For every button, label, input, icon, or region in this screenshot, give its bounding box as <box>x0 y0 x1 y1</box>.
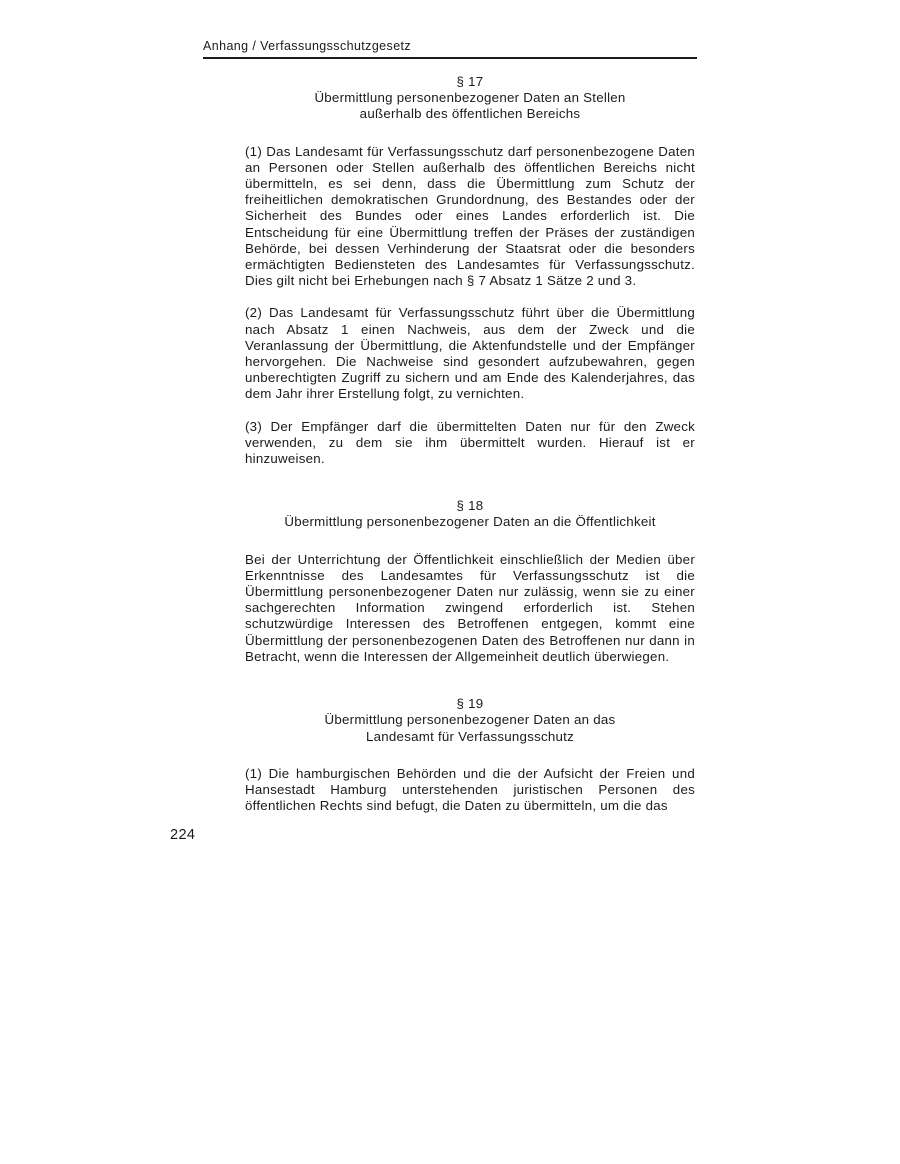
paragraph: Bei der Unterrichtung der Öffentlichkeit einschließlich der Medien über Erkenntnisse des Landesamtes für Verfassungsschutz ist die Übermittlung personenbezogener Daten nur zulässig, wenn sie zu einer sachgerechten Information zwingend erforderlich ist. Stehen schutzwürdige Interessen des Betroffenen entgegen, kommt eine Übermittlung der personenbezogenen Daten des Betroffenen nur dann in Betracht, wenn die Interessen der Allgemeinheit deutlich überwiegen. <box>245 551 695 664</box>
paragraph: (3) Der Empfänger darf die übermittelten Daten nur für den Zweck verwenden, zu dem sie ihm übermittelt wurden. Hierauf ist er hinzuweisen. <box>245 418 695 467</box>
section-title-line: Übermittlung personenbezogener Daten an das <box>324 712 616 728</box>
section-title-line: Übermittlung personenbezogener Daten an die Öffentlichkeit <box>284 514 656 530</box>
running-header: Anhang / Verfassungsschutzgesetz <box>203 39 412 53</box>
section-title-line: außerhalb des öffentlichen Bereichs <box>359 106 581 122</box>
section-heading <box>245 696 695 745</box>
section-title-line: Übermittlung personenbezogener Daten an Stellen <box>314 90 626 106</box>
section-number: § 19 <box>456 696 484 712</box>
section-heading <box>245 74 695 123</box>
header-rule <box>203 57 697 59</box>
section-number: § 18 <box>456 498 484 514</box>
section-heading <box>245 498 695 530</box>
section-19 <box>245 696 695 814</box>
paragraph: (1) Die hamburgischen Behörden und die der Aufsicht der Freien und Hansestadt Hamburg unterstehenden juristischen Personen des öffentlichen Rechts sind befugt, die Daten zu übermitteln, um die das <box>245 765 695 814</box>
section-title-line: Landesamt für Verfassungsschutz <box>365 728 575 744</box>
text-column <box>245 74 695 828</box>
section-number: § 17 <box>456 74 484 89</box>
paragraph: (2) Das Landesamt für Verfassungsschutz führt über die Übermittlung nach Absatz 1 einen Nachweis, aus dem der Zweck und die Veranlassung der Übermittlung, die Aktenfundstelle und der Empfänger hervorgehen. Die Nachweise sind gesondert aufzubewahren, gegen unberechtigten Zugriff zu sichern und am Ende des Kalenderjahres, das dem Jahr ihrer Erstellung folgt, zu vernichten. <box>245 305 695 402</box>
section-18 <box>245 498 695 665</box>
page-number: 224 <box>170 827 196 843</box>
section-17 <box>245 74 695 467</box>
paragraph: (1) Das Landesamt für Verfassungsschutz darf personenbezogene Daten an Personen oder Stellen außerhalb des öffentlichen Bereichs nicht übermitteln, es sei denn, dass die Übermittlung zum Schutz der freiheitlichen demokratischen Grundordnung, des Bestandes oder der Sicherheit des Bundes oder eines Landes erforderlich ist. Die Entscheidung für eine Übermittlung treffen der Präses der zuständigen Behörde, bei dessen Verhinderung der Staatsrat oder die besonders ermächtigten Bediensteten des Landesamtes für Verfassungsschutz. Dies gilt nicht bei Erhebungen nach § 7 Absatz 1 Sätze 2 und 3. <box>245 143 695 289</box>
